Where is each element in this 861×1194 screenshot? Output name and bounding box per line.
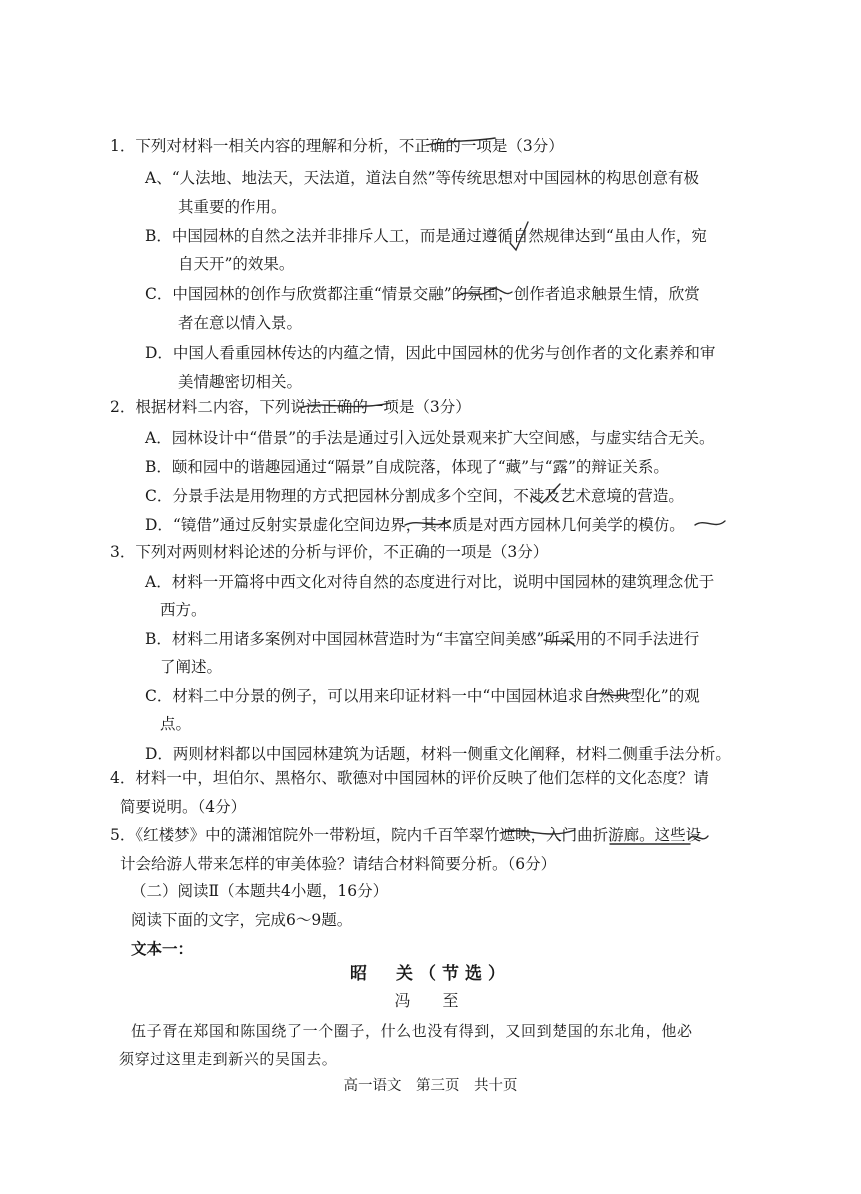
page-footer: 高一语文 第三页 共十页: [343, 1078, 518, 1094]
q3-option-a-cont: 西方。: [160, 601, 207, 619]
q4-line-2: 简要说明。（4分）: [120, 798, 247, 816]
scribble-mark-q2d-2: [695, 521, 725, 525]
q3-stem: 3．下列对两则材料论述的分析与评价，不正确的一项是（3分）: [110, 543, 549, 561]
q1-stem: 1．下列对材料一相关内容的理解和分析，不正确的一项是（3分）: [110, 137, 564, 155]
q2-option-c: C．分景手法是用物理的方式把园林分割成多个空间，不涉及艺术意境的营造。: [145, 487, 684, 505]
article-paragraph-1-cont: 须穿过这里走到新兴的吴国去。: [119, 1050, 338, 1068]
q3-option-c-cont: 点。: [160, 715, 192, 733]
q1-option-a: A、“人法地、地法天，天法道，道法自然”等传统思想对中国园林的构思创意有极: [145, 169, 700, 187]
q3-option-a: A．材料一开篇将中西文化对待自然的态度进行对比，说明中国园林的建筑理念优于: [145, 573, 715, 591]
q3-option-c: C．材料二中分景的例子，可以用来印证材料一中“中国园林追求自然典型化”的观: [145, 687, 700, 705]
section-heading: （二）阅读Ⅱ（本题共4小题，16分）: [131, 882, 389, 900]
article-title: 昭 关（节选）: [350, 964, 511, 984]
article-author: 冯 至: [394, 991, 467, 1010]
text-label: 文本一：: [131, 939, 194, 958]
article-paragraph-1: 伍子胥在郑国和陈国绕了一个圈子，什么也没有得到，又回到楚国的东北角，他必: [131, 1022, 693, 1040]
q5-line-1: 5．《红楼梦》中的潇湘馆院外一带粉垣，院内千百竿翠竹遮映，入门曲折游廊。这些设: [110, 826, 702, 844]
q1-option-b: B．中国园林的自然之法并非排斥人工，而是通过遵循自然规律达到“虽由人作，宛: [145, 227, 707, 245]
q2-option-b: B．颐和园中的谐趣园通过“隔景”自成院落，体现了“藏”与“露”的辩证关系。: [145, 458, 669, 476]
q2-option-d: D．“镜借”通过反射实景虚化空间边界，其本质是对西方园林几何美学的模仿。: [145, 516, 685, 534]
q1-option-d: D．中国人看重园林传达的内蕴之情，因此中国园林的优劣与创作者的文化素养和审: [145, 344, 716, 362]
q3-option-b: B．材料二用诸多案例对中国园林营造时为“丰富空间美感”所采用的不同手法进行: [145, 630, 700, 648]
q1-option-c: C．中国园林的创作与欣赏都注重“情景交融”的氛围，创作者追求触景生情，欣赏: [145, 285, 700, 303]
q2-stem: 2．根据材料二内容，下列说法正确的一项是（3分）: [110, 398, 471, 416]
section-instruction: 阅读下面的文字，完成6～9题。: [131, 911, 353, 929]
q1-option-d-cont: 美情趣密切相关。: [178, 373, 303, 391]
q1-option-c-cont: 者在意以情入景。: [178, 314, 303, 332]
q3-option-d: D．两则材料都以中国园林建筑为话题，材料一侧重文化阐释，材料二侧重手法分析。: [145, 745, 731, 763]
q4-line-1: 4．材料一中，坦伯尔、黑格尔、歌德对中国园林的评价反映了他们怎样的文化态度？请: [110, 769, 709, 787]
q5-line-2: 计会给游人带来怎样的审美体验？请结合材料简要分析。（6分）: [120, 855, 557, 873]
q1-option-a-cont: 其重要的作用。: [178, 198, 287, 216]
q1-option-b-cont: 自天开”的效果。: [178, 255, 295, 273]
q2-option-a: A．园林设计中“借景”的手法是通过引入远处景观来扩大空间感，与虚实结合无关。: [145, 429, 715, 447]
q3-option-b-cont: 了阐述。: [160, 658, 223, 676]
